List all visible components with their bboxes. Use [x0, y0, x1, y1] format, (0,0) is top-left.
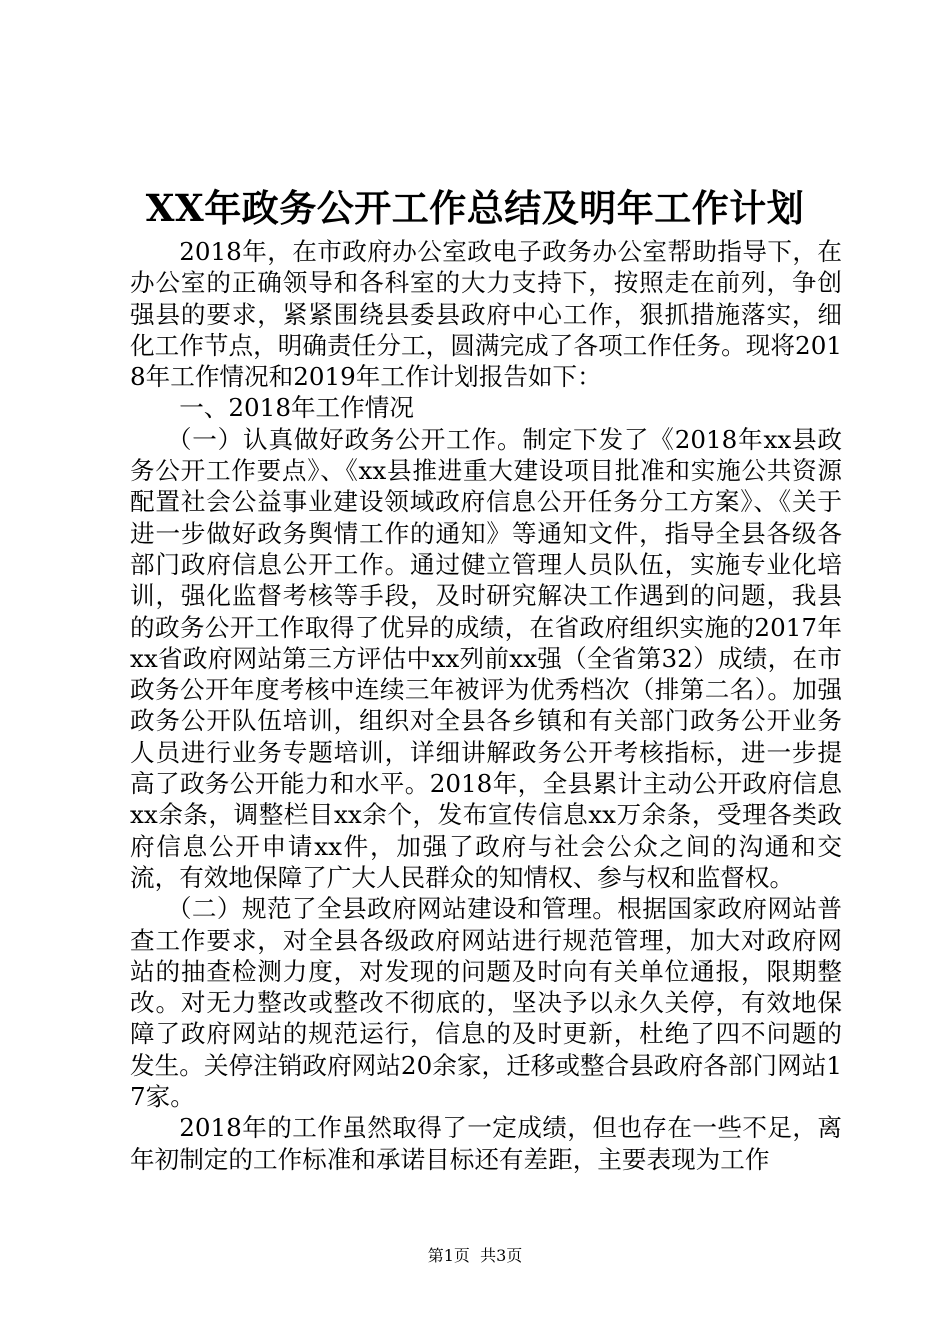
section-heading: 一、2018年工作情况 [179, 393, 414, 423]
paragraph-item-1: （一）认真做好政务公开工作。制定下发了《2018年xx县政务公开工作要点》、《xx县推进重大建设项目批准和实施公共资源配置社会公益事业建设领域政府信息公开任务分工方案》、《关于进一步做好政务舆情工作的通知》等通知文件，指导全县各级各部门政府信息公开工作。通过健立管理人员队伍，实施专业化培训，强化监督考核等手段，及时研究解决工作遇到的问题，我县的政务公开工作取得了优异的成绩，在省政府组织实施的2017年xx省政府网站第三方评估中xx列前xx强（全省第32）成绩，在市政务公开年度考核中连续三年被评为优秀档次（排第二名）。加强政务公开队伍培训，组织对全县各乡镇和有关部门政务公开业务人员进行业务专题培训，详细讲解政务公开考核指标，进一步提高了政务公开能力和水平。2018年，全县累计主动公开政府信息xx余条，调整栏目xx余个，发布宣传信息xx万余条，受理各类政府信息公开申请xx件，加强了政府与社会公众之间的沟通和交流，有效地保障了广大人民群众的知情权、参与权和监督权。 [130, 424, 842, 892]
intro-paragraph: 2018年，在市政府办公室政电子政务办公室帮助指导下，在办公室的正确领导和各科室的大力支持下，按照走在前列，争创强县的要求，紧紧围绕县委县政府中心工作，狠抓措施落实，细化工作节点，明确责任分工，圆满完成了各项工作任务。现将2018年工作情况和2019年工作计划报告如下： [130, 237, 842, 392]
paragraph-shortcomings: 2018年的工作虽然取得了一定成绩，但也存在一些不足，离年初制定的工作标准和承诺目标还有差距，主要表现为工作 [130, 1113, 842, 1174]
document-title: XX年政务公开工作总结及明年工作计划 [145, 186, 805, 230]
page-number-footer: 第1页 共3页 [427, 1246, 523, 1265]
paragraph-item-2: （二）规范了全县政府网站建设和管理。根据国家政府网站普查工作要求，对全县各级政府网站进行规范管理，加大对政府网站的抽查检测力度，对发现的问题及时向有关单位通报，限期整改。对无力整改或整改不彻底的，坚决予以永久关停，有效地保障了政府网站的规范运行，信息的及时更新，杜绝了四不问题的发生。关停注销政府网站20余家，迁移或整合县政府各部门网站17家。 [130, 894, 842, 1112]
document-body [130, 236, 842, 1175]
